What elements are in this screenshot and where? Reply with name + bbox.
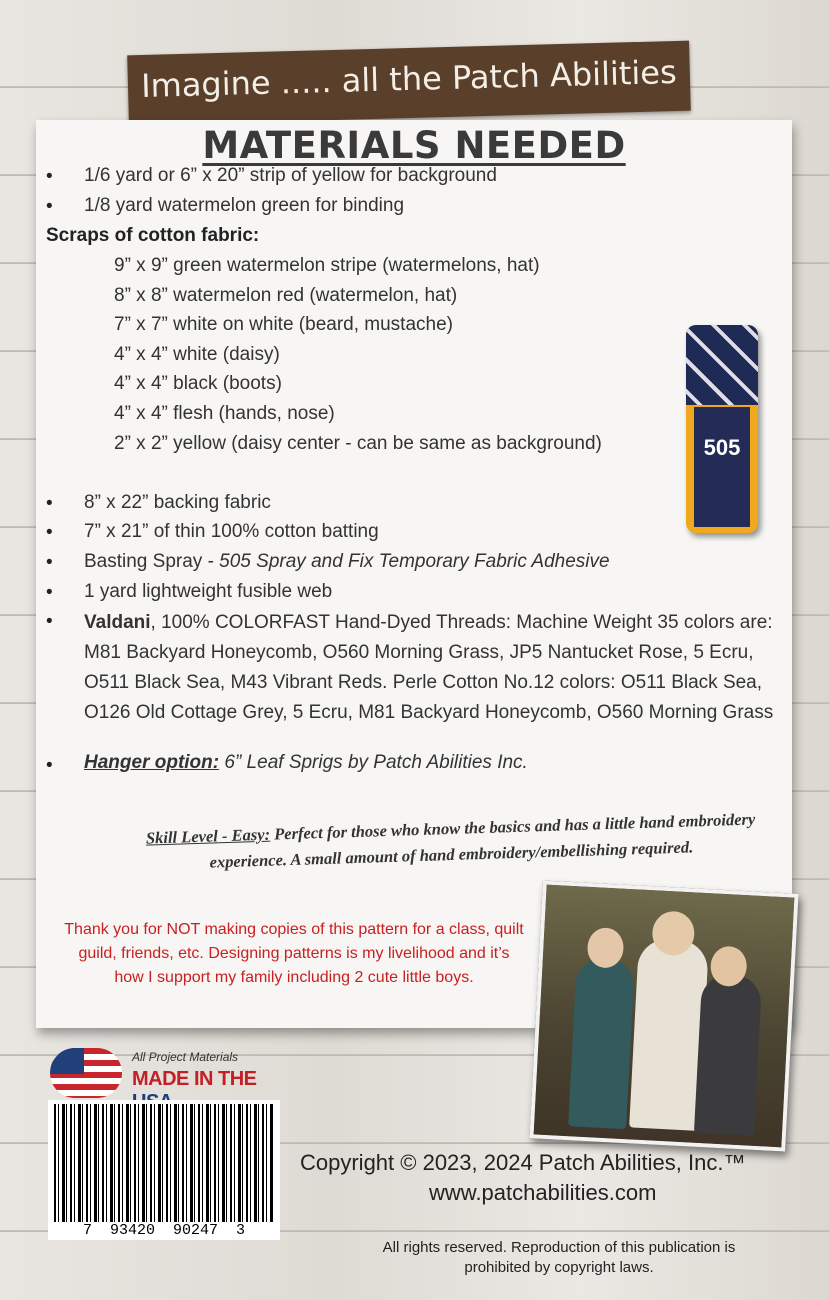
page-title: MATERIALS NEEDED [202, 124, 626, 167]
made-in-label: MADE IN THE [132, 1068, 257, 1090]
valdani-brand: Valdani [84, 612, 151, 633]
scrap-item: 2” x 2” yellow (daisy center - can be same as background) [114, 433, 602, 454]
basting-spray-item [84, 551, 610, 573]
material-item: 1/8 yard watermelon green for binding [84, 195, 405, 216]
skill-level [130, 806, 771, 878]
basting-label: Basting Spray - [84, 551, 220, 572]
scraps-heading: Scraps of cotton fabric: [46, 225, 260, 246]
barcode-number: 7 93420 90247 3 [82, 1222, 246, 1239]
spray-can-top [686, 325, 758, 405]
banner-text: Imagine ..... all the Patch Abilities [140, 52, 678, 106]
copyright-text: Copyright © 2023, 2024 Patch Abilities, Inc.™ [300, 1150, 746, 1175]
bullet-icon: • [46, 582, 53, 603]
material-item: 1/6 yard or 6” x 20” strip of yellow for background [84, 165, 497, 186]
made-in-usa-badge [50, 1046, 290, 1098]
spray-can-label [694, 407, 750, 527]
bullet-icon: • [46, 522, 53, 543]
skill-text: Perfect for those who know the basics and has a little hand embroidery experience. A small amount of hand embroidery/embellishing required. [209, 809, 756, 872]
material-item: 7” x 21” of thin 100% cotton batting [84, 521, 379, 542]
bullet-icon: • [46, 552, 53, 573]
scrap-item: 8” x 8” watermelon red (watermelon, hat) [114, 285, 458, 306]
family-photo [529, 880, 798, 1151]
valdani-item [84, 608, 790, 728]
hanger-item [84, 752, 528, 774]
hanger-label: Hanger option: [84, 752, 220, 773]
skill-label: Skill Level - Easy: [145, 824, 271, 848]
bullet-icon: • [46, 196, 53, 217]
website-link[interactable]: www.patchabilities.com [429, 1180, 657, 1205]
bullet-icon: • [46, 493, 53, 514]
scrap-item: 4” x 4” flesh (hands, nose) [114, 403, 335, 424]
fusible-item: 1 yard lightweight fusible web [84, 581, 333, 602]
spray-can-brand: 505 [703, 435, 741, 460]
valdani-text: , 100% COLORFAST Hand-Dyed Threads: Machine Weight 35 colors are: M81 Backyard Honeycomb, O560 Morning Grass, JP5 Nantucket Rose, 5 Ecru, O511 Black Sea, M43 Vibrant Reds. Perle Cotton No.12 colors: O511 Black Sea, O126 Old Cottage Grey, 5 Ecru, M81 Backyard Honeycomb, O560 Morning Grass [84, 612, 774, 723]
bullet-icon: • [46, 166, 53, 187]
scrap-item: 4” x 4” white (daisy) [114, 344, 280, 365]
barcode [48, 1100, 280, 1240]
material-item: 8” x 22” backing fabric [84, 492, 271, 513]
scrap-item: 7” x 7” white on white (beard, mustache) [114, 314, 453, 335]
scrap-item: 4” x 4” black (boots) [114, 373, 282, 394]
bullet-icon: • [46, 755, 53, 776]
hanger-text: 6” Leaf Sprigs by Patch Abilities Inc. [219, 752, 528, 773]
barcode-bars [54, 1104, 274, 1222]
made-in-small-text: All Project Materials [132, 1050, 239, 1064]
scrap-item: 9” x 9” green watermelon stripe (watermelons, hat) [114, 255, 540, 276]
rights-text: All rights reserved. Reproduction of this publication is prohibited by copyright laws. [382, 1239, 736, 1276]
adhesive-spray-can-image [686, 325, 758, 533]
basting-product: 505 Spray and Fix Temporary Fabric Adhesive [219, 551, 610, 572]
us-flag-heart-icon [50, 1048, 122, 1098]
thank-you-note: Thank you for NOT making copies of this pattern for a class, quilt guild, friends, etc. Designing patterns is my livelihood and it’s how I support my family including 2 cute little boys. [64, 921, 524, 986]
title-banner [127, 41, 691, 126]
bullet-icon: • [46, 611, 53, 632]
